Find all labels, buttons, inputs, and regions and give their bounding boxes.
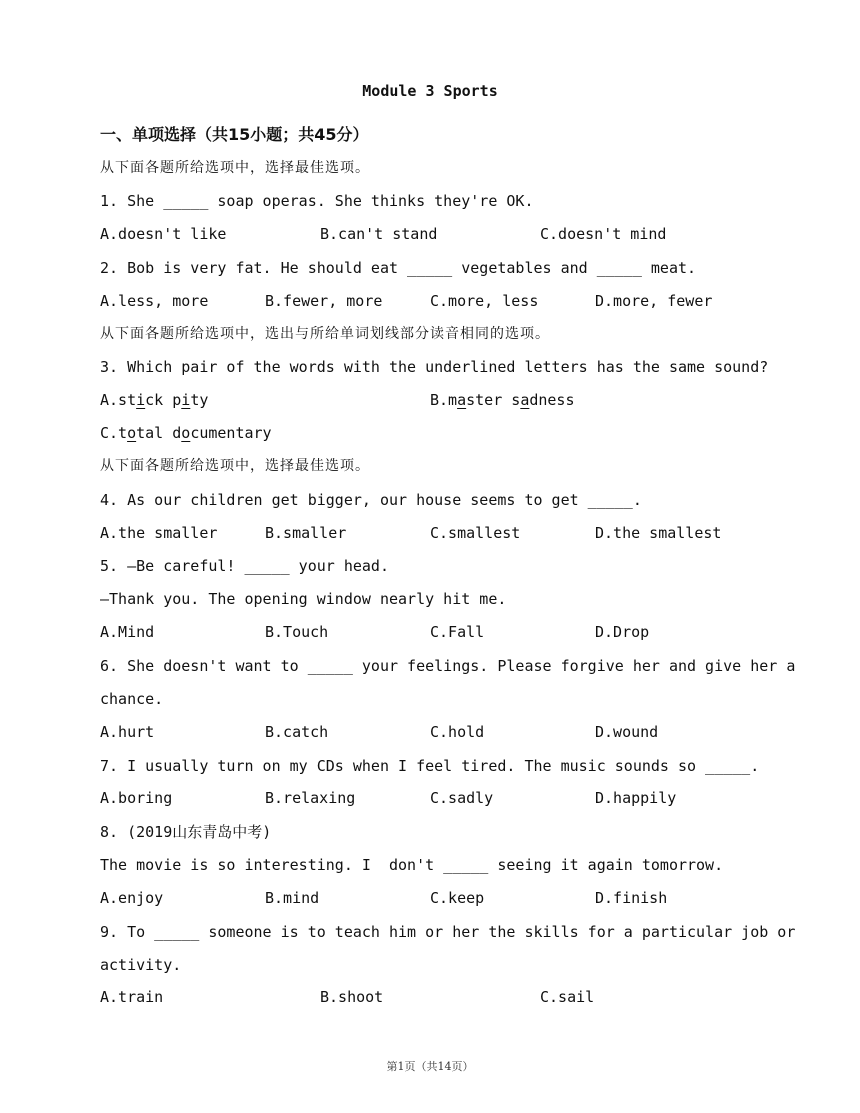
question-5-option-a[interactable]: A.Mind: [100, 623, 155, 641]
question-7-stem: 7. I usually turn on my CDs when I feel tired. The music sounds so _____.: [100, 757, 760, 775]
question-9-option-c[interactable]: C.sail: [540, 988, 595, 1006]
option-text: cumentary: [190, 424, 272, 442]
question-7-option-c[interactable]: C.sadly: [430, 789, 494, 807]
question-8-option-a[interactable]: A.enjoy: [100, 889, 164, 907]
question-3-stem: 3. Which pair of the words with the underlined letters has the same sound?: [100, 358, 769, 376]
option-text: dness: [529, 391, 575, 409]
question-2-option-a[interactable]: A.less, more: [100, 292, 209, 310]
question-2-option-b[interactable]: B.fewer, more: [265, 292, 383, 310]
question-9-stem: 9. To _____ someone is to teach him or her the skills for a particular job or: [100, 923, 796, 941]
question-8-stem: 8. (2019山东青岛中考): [100, 823, 272, 841]
section-heading: 一、单项选择（共15小题；共45分）: [100, 125, 369, 144]
question-3-option-a[interactable]: [100, 390, 208, 410]
question-4-option-a[interactable]: A.the smaller: [100, 524, 218, 542]
question-6-option-d[interactable]: D.wound: [595, 723, 659, 741]
question-9-option-a[interactable]: A.train: [100, 988, 164, 1006]
question-9-stem-continued: activity.: [100, 956, 182, 974]
question-1-option-b[interactable]: B.can't stand: [320, 225, 438, 243]
page-footer: 第1页（共14页）: [386, 1060, 474, 1073]
underlined-letter: a: [520, 391, 530, 409]
instruction-choose-best: 从下面各题所给选项中，选择最佳选项。: [100, 160, 370, 176]
option-text: ty: [190, 391, 209, 409]
question-4-option-b[interactable]: B.smaller: [265, 524, 347, 542]
instruction-pronunciation: 从下面各题所给选项中，选出与所给单词划线部分读音相同的选项。: [100, 326, 550, 342]
question-5-stem-continued: —Thank you. The opening window nearly hit me.: [100, 590, 507, 608]
question-6-option-c[interactable]: C.hold: [430, 723, 485, 741]
option-text: tal d: [136, 424, 182, 442]
question-2-stem: 2. Bob is very fat. He should eat _____ vegetables and _____ meat.: [100, 259, 697, 277]
question-8-stem-continued: The movie is so interesting. I don't _____ seeing it again tomorrow.: [100, 856, 724, 874]
underlined-letter: o: [181, 424, 191, 442]
question-5-stem: 5. —Be careful! _____ your head.: [100, 557, 389, 575]
question-8-option-d[interactable]: D.finish: [595, 889, 668, 907]
question-7-option-a[interactable]: A.boring: [100, 789, 173, 807]
question-8-option-b[interactable]: B.mind: [265, 889, 320, 907]
option-text: ck p: [145, 391, 182, 409]
question-6-stem-continued: chance.: [100, 690, 164, 708]
question-6-option-a[interactable]: A.hurt: [100, 723, 155, 741]
question-4-stem: 4. As our children get bigger, our house seems to get _____.: [100, 491, 642, 509]
option-text: ster s: [466, 391, 521, 409]
question-9-option-b[interactable]: B.shoot: [320, 988, 384, 1006]
question-6-option-b[interactable]: B.catch: [265, 723, 329, 741]
question-3-option-b[interactable]: [430, 390, 575, 410]
question-4-option-d[interactable]: D.the smallest: [595, 524, 722, 542]
question-5-option-c[interactable]: C.Fall: [430, 623, 485, 641]
option-text: C.t: [100, 424, 128, 442]
question-5-option-d[interactable]: D.Drop: [595, 623, 650, 641]
option-text: A.st: [100, 391, 137, 409]
question-7-option-d[interactable]: D.happily: [595, 789, 677, 807]
question-3-option-c[interactable]: [100, 423, 272, 443]
question-7-option-b[interactable]: B.relaxing: [265, 789, 356, 807]
question-8-option-c[interactable]: C.keep: [430, 889, 485, 907]
question-1-option-a[interactable]: A.doesn't like: [100, 225, 227, 243]
question-6-stem: 6. She doesn't want to _____ your feelings. Please forgive her and give her a: [100, 657, 796, 675]
question-1-option-c[interactable]: C.doesn't mind: [540, 225, 667, 243]
question-4-option-c[interactable]: C.smallest: [430, 524, 521, 542]
page-title: Module 3 Sports: [362, 82, 498, 100]
option-text: B.m: [430, 391, 458, 409]
question-2-option-c[interactable]: C.more, less: [430, 292, 539, 310]
underlined-letter: i: [181, 391, 191, 409]
question-1-stem: 1. She _____ soap operas. She thinks they're OK.: [100, 192, 534, 210]
underlined-letter: o: [127, 424, 137, 442]
instruction-choose-best-again: 从下面各题所给选项中，选择最佳选项。: [100, 458, 370, 474]
question-5-option-b[interactable]: B.Touch: [265, 623, 329, 641]
underlined-letter: i: [136, 391, 146, 409]
question-2-option-d[interactable]: D.more, fewer: [595, 292, 713, 310]
underlined-letter: a: [457, 391, 467, 409]
